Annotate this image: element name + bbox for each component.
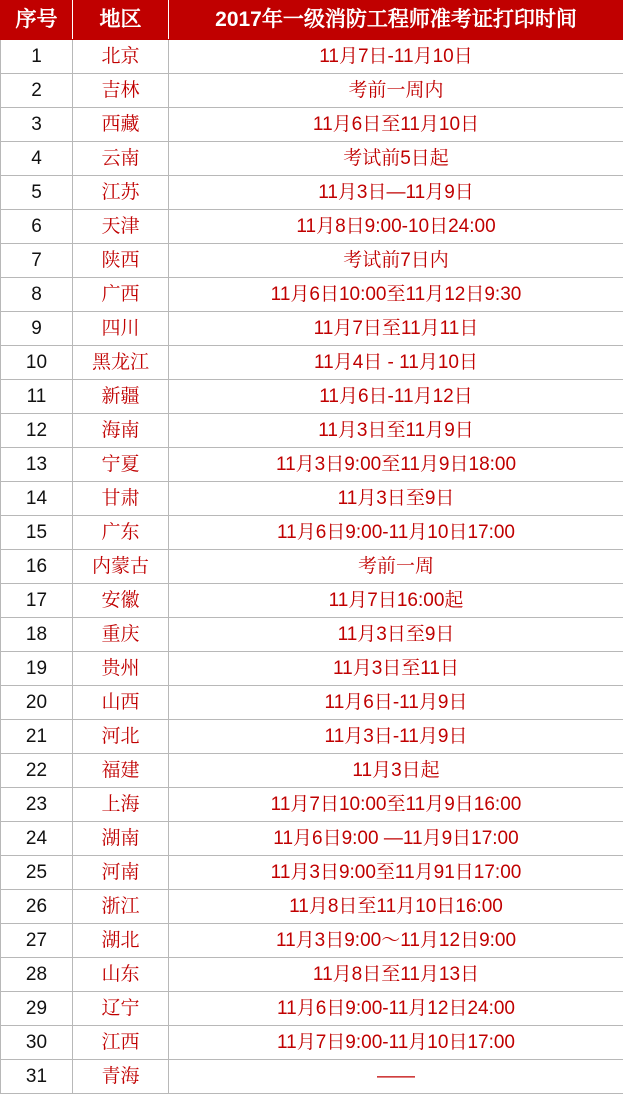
cell-region: 浙江 <box>73 890 169 924</box>
table-row <box>1 516 623 550</box>
cell-index: 21 <box>1 720 73 754</box>
cell-region: 上海 <box>73 788 169 822</box>
cell-region: 青海 <box>73 1060 169 1094</box>
table-row <box>1 652 623 686</box>
cell-index: 31 <box>1 1060 73 1094</box>
table-row <box>1 482 623 516</box>
cell-region: 新疆 <box>73 380 169 414</box>
cell-region: 西藏 <box>73 108 169 142</box>
cell-print-time: 11月6日-11月12日 <box>169 380 623 414</box>
cell-region: 江西 <box>73 1026 169 1060</box>
table-row <box>1 312 623 346</box>
cell-index: 30 <box>1 1026 73 1060</box>
cell-index: 7 <box>1 244 73 278</box>
table-row <box>1 108 623 142</box>
column-header-print-time: 2017年一级消防工程师准考证打印时间 <box>169 1 623 40</box>
cell-region: 海南 <box>73 414 169 448</box>
cell-region: 山西 <box>73 686 169 720</box>
table-row <box>1 958 623 992</box>
cell-print-time: 11月3日9:00至11月9日18:00 <box>169 448 623 482</box>
cell-print-time: 考试前5日起 <box>169 142 623 176</box>
cell-region: 河南 <box>73 856 169 890</box>
cell-index: 12 <box>1 414 73 448</box>
table-row <box>1 414 623 448</box>
table-row <box>1 74 623 108</box>
cell-region: 北京 <box>73 40 169 74</box>
cell-index: 1 <box>1 40 73 74</box>
cell-print-time: 11月3日9:00至11月91日17:00 <box>169 856 623 890</box>
cell-region: 四川 <box>73 312 169 346</box>
cell-index: 28 <box>1 958 73 992</box>
cell-print-time: 11月7日至11月11日 <box>169 312 623 346</box>
table-row <box>1 924 623 958</box>
cell-print-time: 11月3日至11月9日 <box>169 414 623 448</box>
table-row <box>1 142 623 176</box>
cell-print-time: 11月6日-11月9日 <box>169 686 623 720</box>
cell-print-time: 11月3日—11月9日 <box>169 176 623 210</box>
cell-index: 15 <box>1 516 73 550</box>
table-row <box>1 584 623 618</box>
cell-print-time: 11月6日至11月10日 <box>169 108 623 142</box>
table-row <box>1 244 623 278</box>
cell-region: 宁夏 <box>73 448 169 482</box>
cell-region: 内蒙古 <box>73 550 169 584</box>
table-row <box>1 1060 623 1094</box>
cell-index: 24 <box>1 822 73 856</box>
cell-print-time: 11月8日9:00-10日24:00 <box>169 210 623 244</box>
cell-index: 11 <box>1 380 73 414</box>
cell-print-time: 11月3日-11月9日 <box>169 720 623 754</box>
cell-region: 天津 <box>73 210 169 244</box>
cell-index: 14 <box>1 482 73 516</box>
cell-index: 2 <box>1 74 73 108</box>
cell-region: 重庆 <box>73 618 169 652</box>
table-row <box>1 210 623 244</box>
table-row <box>1 992 623 1026</box>
table-row <box>1 278 623 312</box>
cell-print-time: —— <box>169 1060 623 1094</box>
cell-print-time: 11月3日至11日 <box>169 652 623 686</box>
cell-region: 山东 <box>73 958 169 992</box>
cell-print-time: 11月4日 - 11月10日 <box>169 346 623 380</box>
table-row <box>1 550 623 584</box>
cell-index: 19 <box>1 652 73 686</box>
cell-print-time: 11月7日10:00至11月9日16:00 <box>169 788 623 822</box>
cell-print-time: 考前一周内 <box>169 74 623 108</box>
cell-print-time: 11月3日9:00～11月12日9:00 <box>169 924 623 958</box>
cell-index: 29 <box>1 992 73 1026</box>
cell-index: 6 <box>1 210 73 244</box>
table-row <box>1 346 623 380</box>
cell-index: 25 <box>1 856 73 890</box>
table-row <box>1 788 623 822</box>
cell-print-time: 11月3日起 <box>169 754 623 788</box>
table-body <box>1 40 623 1094</box>
cell-index: 16 <box>1 550 73 584</box>
table-row <box>1 856 623 890</box>
cell-print-time: 11月3日至9日 <box>169 618 623 652</box>
cell-region: 广西 <box>73 278 169 312</box>
table-row <box>1 754 623 788</box>
table-row <box>1 618 623 652</box>
cell-print-time: 11月6日9:00-11月10日17:00 <box>169 516 623 550</box>
cell-region: 云南 <box>73 142 169 176</box>
cell-print-time: 11月8日至11月13日 <box>169 958 623 992</box>
cell-region: 广东 <box>73 516 169 550</box>
cell-index: 8 <box>1 278 73 312</box>
table-row <box>1 448 623 482</box>
table-row <box>1 890 623 924</box>
column-header-index: 序号 <box>1 1 73 40</box>
cell-index: 17 <box>1 584 73 618</box>
table-row <box>1 176 623 210</box>
cell-index: 10 <box>1 346 73 380</box>
cell-region: 陕西 <box>73 244 169 278</box>
cell-region: 辽宁 <box>73 992 169 1026</box>
cell-region: 贵州 <box>73 652 169 686</box>
cell-index: 4 <box>1 142 73 176</box>
cell-region: 甘肃 <box>73 482 169 516</box>
table-header-row <box>1 1 623 40</box>
cell-print-time: 11月7日9:00-11月10日17:00 <box>169 1026 623 1060</box>
table-row <box>1 1026 623 1060</box>
cell-region: 黑龙江 <box>73 346 169 380</box>
cell-region: 湖北 <box>73 924 169 958</box>
cell-print-time: 11月6日10:00至11月12日9:30 <box>169 278 623 312</box>
cell-index: 9 <box>1 312 73 346</box>
cell-index: 26 <box>1 890 73 924</box>
table-row <box>1 822 623 856</box>
table-header <box>1 1 623 40</box>
cell-region: 安徽 <box>73 584 169 618</box>
cell-print-time: 考前一周 <box>169 550 623 584</box>
cell-region: 河北 <box>73 720 169 754</box>
table-row <box>1 40 623 74</box>
cell-region: 江苏 <box>73 176 169 210</box>
cell-print-time: 11月3日至9日 <box>169 482 623 516</box>
cell-index: 13 <box>1 448 73 482</box>
cell-index: 20 <box>1 686 73 720</box>
table-row <box>1 686 623 720</box>
cell-print-time: 考试前7日内 <box>169 244 623 278</box>
cell-region: 湖南 <box>73 822 169 856</box>
cell-print-time: 11月8日至11月10日16:00 <box>169 890 623 924</box>
cell-index: 5 <box>1 176 73 210</box>
cell-print-time: 11月6日9:00-11月12日24:00 <box>169 992 623 1026</box>
cell-region: 福建 <box>73 754 169 788</box>
cell-print-time: 11月7日16:00起 <box>169 584 623 618</box>
cell-index: 18 <box>1 618 73 652</box>
cell-print-time: 11月7日-11月10日 <box>169 40 623 74</box>
cell-index: 23 <box>1 788 73 822</box>
column-header-region: 地区 <box>73 1 169 40</box>
cell-print-time: 11月6日9:00 —11月9日17:00 <box>169 822 623 856</box>
cell-index: 3 <box>1 108 73 142</box>
cell-index: 22 <box>1 754 73 788</box>
table-row <box>1 380 623 414</box>
cell-index: 27 <box>1 924 73 958</box>
table-row <box>1 720 623 754</box>
cell-region: 吉林 <box>73 74 169 108</box>
